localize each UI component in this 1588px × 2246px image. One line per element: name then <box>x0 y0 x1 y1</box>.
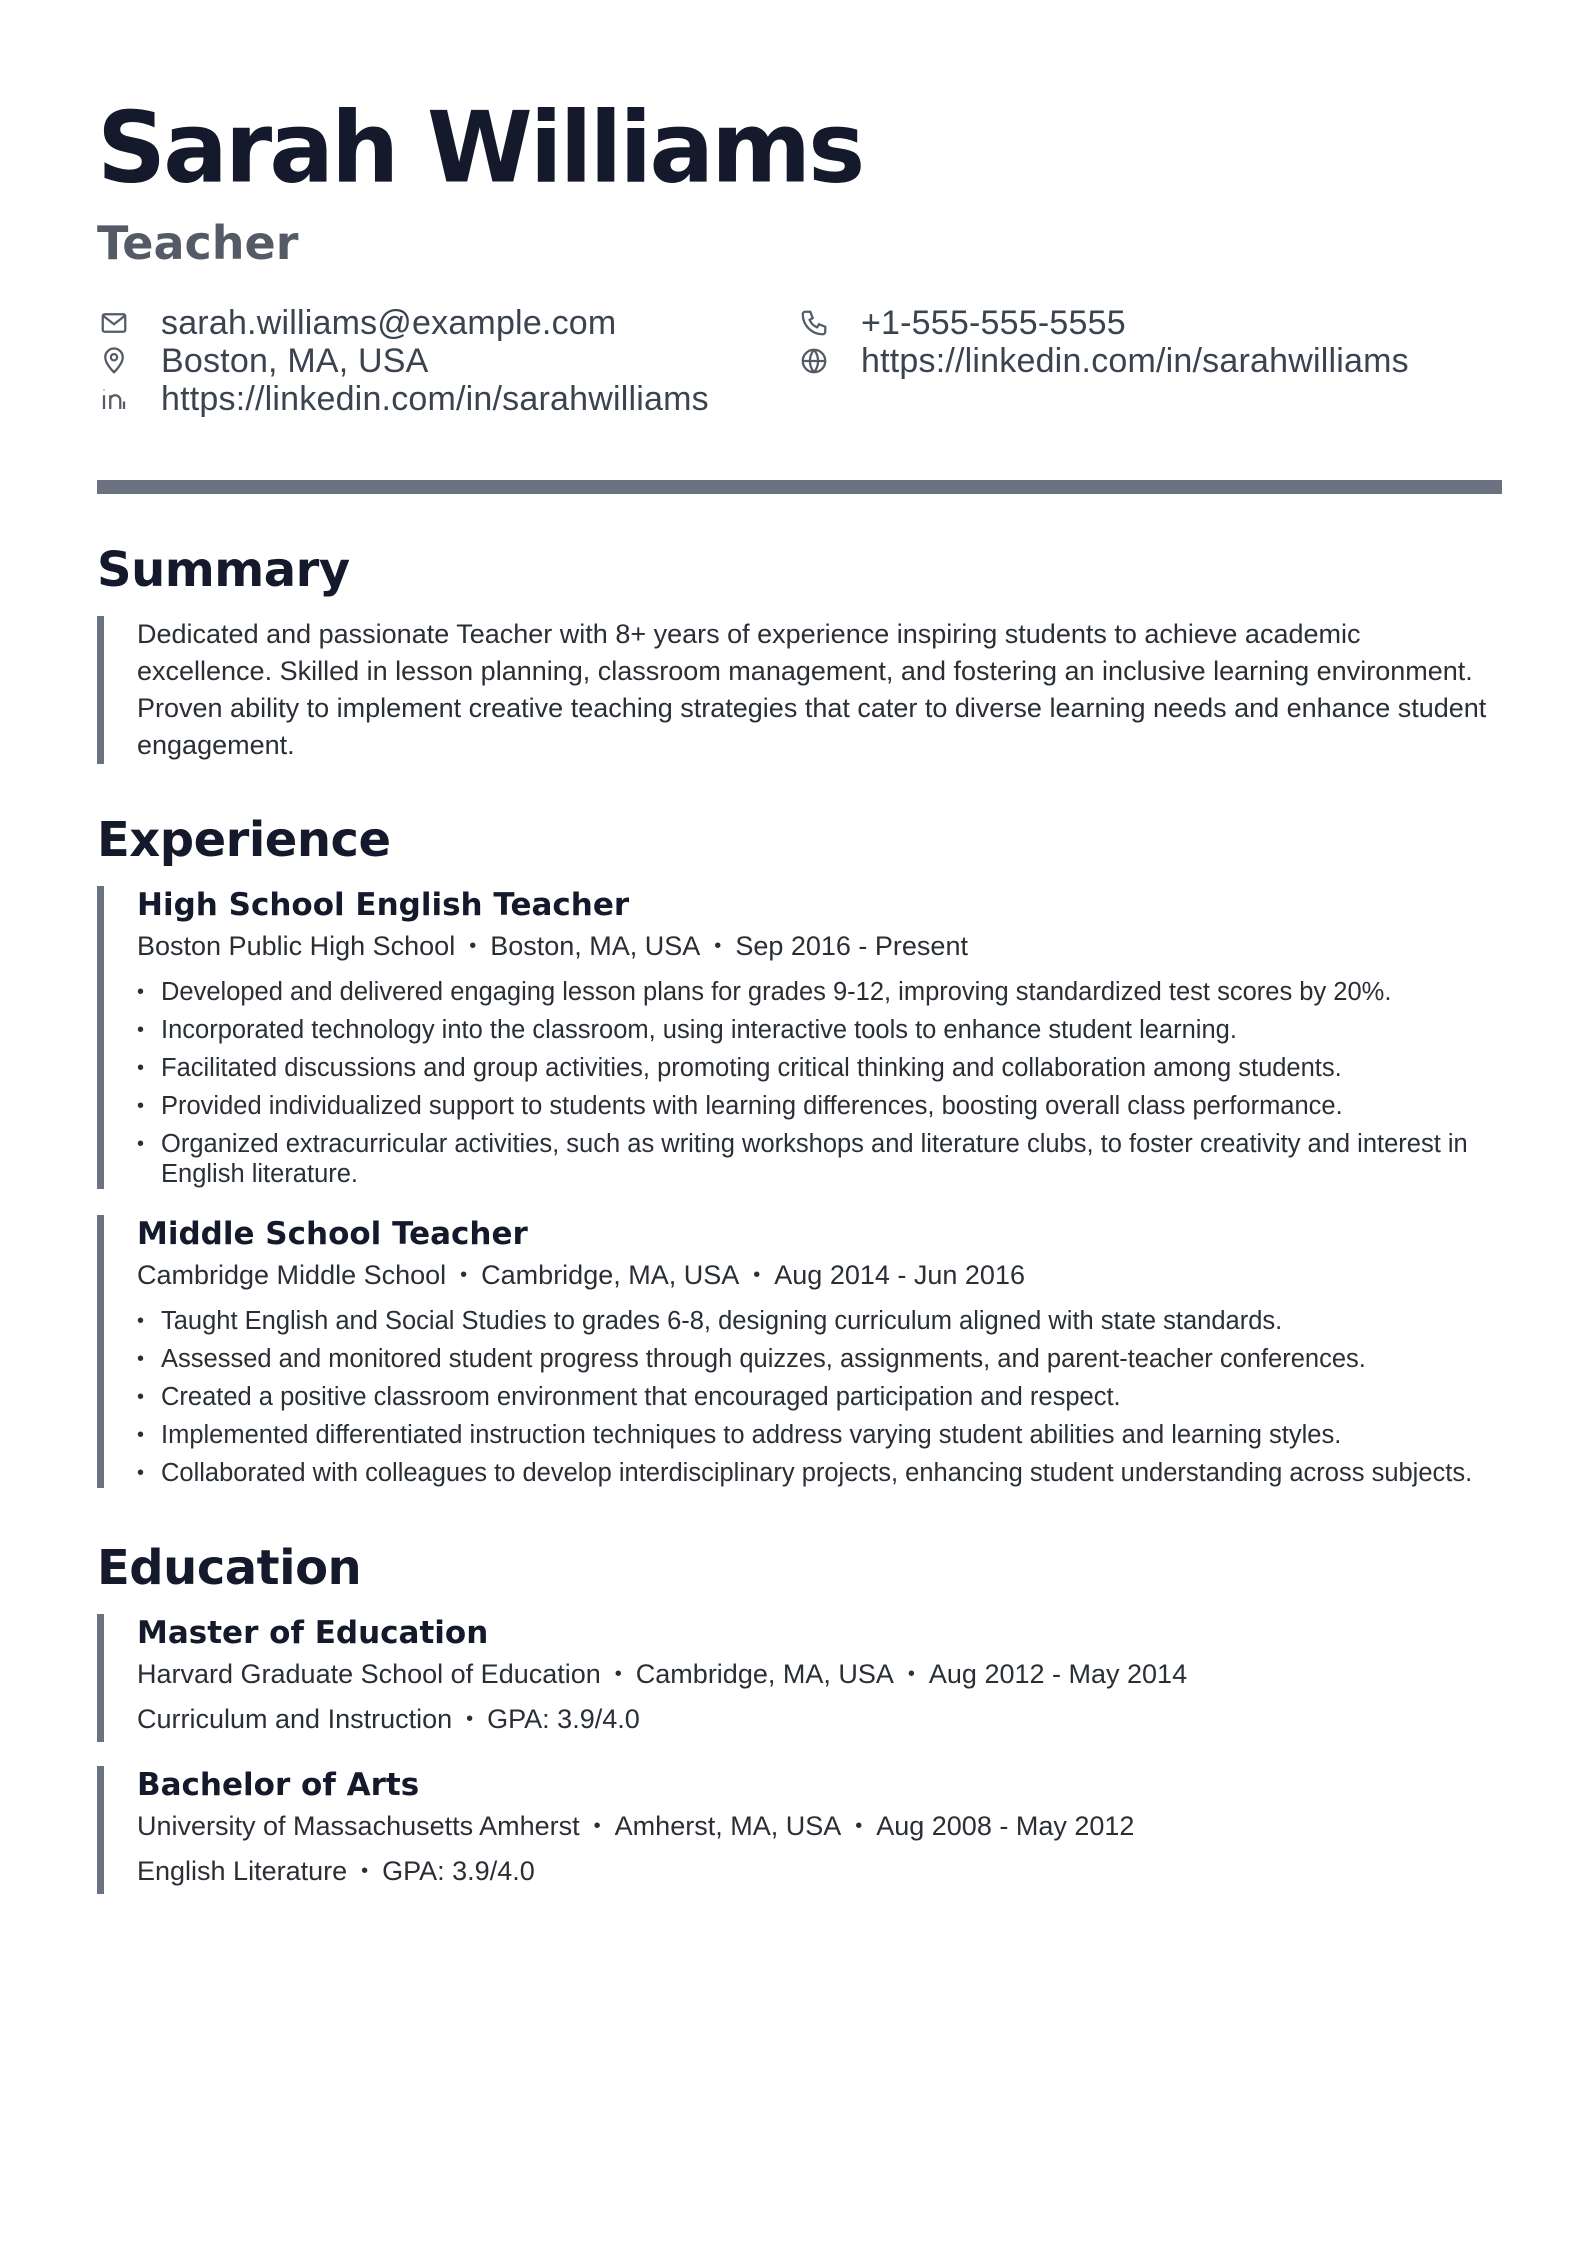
experience-entry <box>97 1215 1502 1488</box>
contact-location <box>97 342 797 380</box>
job-meta <box>137 1255 1502 1298</box>
job-location: Boston, MA, USA <box>490 931 701 961</box>
separator-dot: • <box>460 1264 468 1286</box>
resume-page <box>97 90 1502 1894</box>
map-pin-icon <box>97 344 131 378</box>
candidate-role: Teacher <box>97 216 299 270</box>
location-text: Boston, MA, USA <box>161 341 429 380</box>
education-entry <box>97 1766 1502 1894</box>
job-meta <box>137 926 1502 969</box>
separator-dot: • <box>361 1860 369 1882</box>
globe-icon <box>797 344 831 378</box>
mail-icon <box>97 306 131 340</box>
company-name: Boston Public High School <box>137 931 456 961</box>
degree-title: Master of Education <box>137 1615 489 1651</box>
separator-dot: • <box>753 1264 761 1286</box>
job-dates: Aug 2014 - Jun 2016 <box>774 1260 1025 1290</box>
education-meta <box>137 1654 1502 1697</box>
school-name: University of Massachusetts Amherst <box>137 1811 580 1841</box>
education-dates: Aug 2012 - May 2014 <box>928 1659 1188 1689</box>
degree-title: Bachelor of Arts <box>137 1767 420 1803</box>
contact-column-right <box>797 304 1497 418</box>
education-dates: Aug 2008 - May 2012 <box>876 1811 1135 1841</box>
job-title: Middle School Teacher <box>137 1216 528 1252</box>
education-detail <box>137 1699 1502 1742</box>
job-location: Cambridge, MA, USA <box>481 1260 740 1290</box>
gpa: GPA: 3.9/4.0 <box>487 1704 640 1734</box>
contact-column-left <box>97 304 797 418</box>
experience-heading: Experience <box>97 812 391 868</box>
list-item: • Organized extracurricular activities, such as writing workshops and literature clubs, to foster creativity and interest in English literature. <box>137 1129 1502 1189</box>
contact-info <box>97 304 1502 418</box>
field-of-study: English Literature <box>137 1856 348 1886</box>
separator-dot: • <box>907 1663 915 1685</box>
company-name: Cambridge Middle School <box>137 1260 447 1290</box>
education-meta <box>137 1806 1502 1849</box>
field-of-study: Curriculum and Instruction <box>137 1704 453 1734</box>
email-text: sarah.williams@example.com <box>161 303 617 342</box>
experience-entry <box>97 886 1502 1189</box>
linkedin-text: https://linkedin.com/in/sarahwilliams <box>161 379 709 418</box>
gpa: GPA: 3.9/4.0 <box>382 1856 535 1886</box>
contact-phone[interactable] <box>797 304 1497 342</box>
list-item: • Provided individualized support to students with learning differences, boosting overall class performance. <box>137 1091 1502 1121</box>
job-title: High School English Teacher <box>137 887 630 923</box>
education-heading: Education <box>97 1540 362 1596</box>
job-dates: Sep 2016 - Present <box>735 931 968 961</box>
candidate-name: Sarah Williams <box>97 90 863 206</box>
job-bullets <box>137 977 1502 1189</box>
list-item: • Created a positive classroom environment that encouraged participation and respect. <box>137 1382 1502 1412</box>
education-detail <box>137 1851 1502 1894</box>
summary-heading: Summary <box>97 542 350 598</box>
list-item: • Developed and delivered engaging lesson plans for grades 9-12, improving standardized test scores by 20%. <box>137 977 1502 1007</box>
header-divider <box>97 480 1502 494</box>
separator-dot: • <box>714 935 722 957</box>
summary-text: Dedicated and passionate Teacher with 8+ years of experience inspiring students to achieve academic excellence. Skilled in lesson planning, classroom management, and fostering an inclusive learning environment. Proven ability to implement creative teaching strategies that cater to diverse learning needs and enhance student engagement. <box>137 619 1487 760</box>
list-item: • Taught English and Social Studies to grades 6-8, designing curriculum aligned with state standards. <box>137 1306 1502 1336</box>
education-entry <box>97 1614 1502 1742</box>
school-location: Amherst, MA, USA <box>614 1811 842 1841</box>
contact-website[interactable] <box>797 342 1497 380</box>
linkedin-icon <box>97 382 131 416</box>
list-item: • Incorporated technology into the classroom, using interactive tools to enhance student learning. <box>137 1015 1502 1045</box>
separator-dot: • <box>469 935 477 957</box>
school-name: Harvard Graduate School of Education <box>137 1659 601 1689</box>
list-item: • Assessed and monitored student progress through quizzes, assignments, and parent-teacher conferences. <box>137 1344 1502 1374</box>
list-item: • Implemented differentiated instruction techniques to address varying student abilities and learning styles. <box>137 1420 1502 1450</box>
school-location: Cambridge, MA, USA <box>635 1659 894 1689</box>
separator-dot: • <box>614 1663 622 1685</box>
contact-email[interactable] <box>97 304 797 342</box>
list-item: • Collaborated with colleagues to develop interdisciplinary projects, enhancing student understanding across subjects. <box>137 1458 1502 1488</box>
phone-text: +1-555-555-5555 <box>861 303 1126 342</box>
website-text: https://linkedin.com/in/sarahwilliams <box>861 341 1409 380</box>
separator-dot: • <box>593 1815 601 1837</box>
job-bullets <box>137 1306 1502 1488</box>
phone-icon <box>797 306 831 340</box>
separator-dot: • <box>466 1708 474 1730</box>
summary-block <box>97 616 1502 764</box>
list-item: • Facilitated discussions and group activities, promoting critical thinking and collaboration among students. <box>137 1053 1502 1083</box>
contact-linkedin[interactable] <box>97 380 797 418</box>
separator-dot: • <box>855 1815 863 1837</box>
